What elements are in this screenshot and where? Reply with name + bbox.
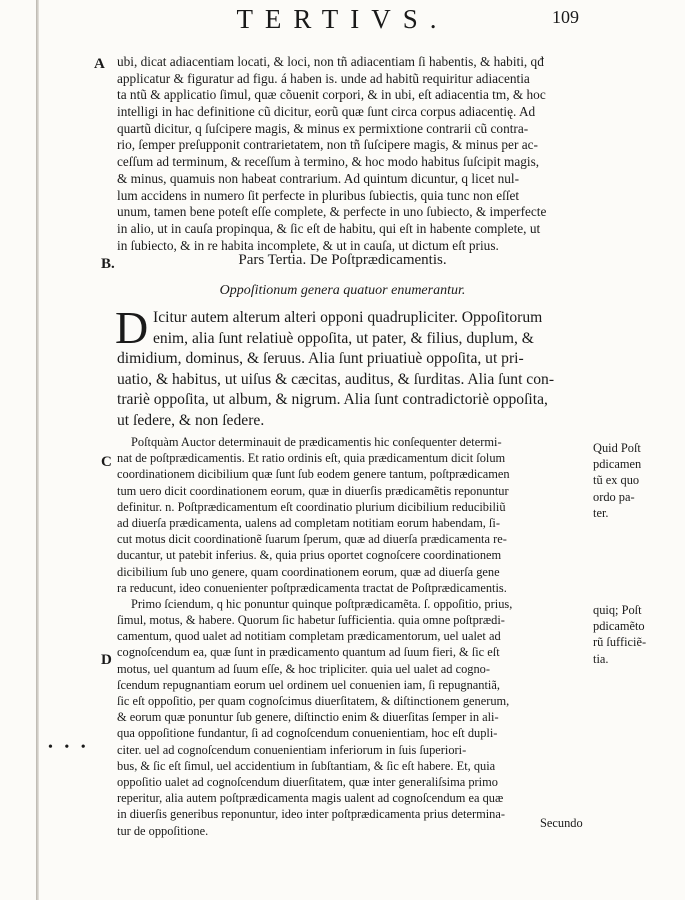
commentary-block-2 xyxy=(117,434,587,839)
text-line: bus, & ſic eſt ſimul, uel accidentium in ſubſtantiam, & ſic eſt habere. Et, quia xyxy=(117,758,496,773)
text-line: enim, alia ſunt relatiuè oppoſita, ut pater, & filius, duplum, & xyxy=(153,329,534,347)
text-line: camentum, quod ualet ad notitiam completam prædicamentorum, uel ualet ad xyxy=(117,629,501,644)
binding-edge xyxy=(36,0,39,900)
margin-line: pdicamen xyxy=(593,457,642,472)
text-line: ducantur, ut patebit inferius. &, quia prius oportet cognoſcere coordinationem xyxy=(117,548,502,563)
text-line: rio, ſemper preſupponit contrarietatem, non tñ ſuſcipere magis, & minus per ac- xyxy=(117,137,538,153)
margin-line: ter. xyxy=(593,505,609,520)
text-line: uatio, & habitus, ut uiſus & cæcitas, auditus, & ſurditas. Alia ſunt con- xyxy=(117,370,555,388)
text-line: citer. uel ad cognoſcendum conuenientiam inferiorum in ſuis ſuperiori- xyxy=(117,742,467,757)
text-line: in alio, ut in cauſa propinqua, & ſic eſt de habitu, qui eſt in habente complete, ut xyxy=(117,220,541,236)
text-line: cut motus dicit coordinationẽ ſuarum ſperum, quæ ad diuerſa prædicamenta re- xyxy=(117,532,507,547)
text-line: ceſſum ad terminum, & receſſum à termino, & hoc modo habitus ſuſcipit magis, xyxy=(117,154,540,170)
text-line: dimidium, dominus, & ſeruus. Alia ſunt priuatiuè oppoſita, ut pri- xyxy=(117,350,524,368)
section-title: Pars Tertia. De Poſtprædicamentis. xyxy=(238,252,447,268)
section-marker-b: B. xyxy=(101,256,115,272)
margin-dots: • • • xyxy=(48,740,90,755)
text-line: in ſubiecto, & in re habita incomplete, & ut in cauſa, ut dictum eſt prius. xyxy=(117,237,499,253)
text-line: dicibilium ſub uno genere, quam coordinationem eorum, quæ ad diuerſa gene xyxy=(117,564,500,579)
aristotle-text xyxy=(115,302,587,432)
section-marker-d: D xyxy=(101,652,112,668)
text-line: ubi, dicat adiacentiam locati, & loci, non tñ adiacentiam ſi habentis, & habiti, qđ xyxy=(117,54,544,69)
margin-note-quid xyxy=(593,440,673,521)
text-line: in diuerſis generibus reponuntur, ideo inter poſtprædicamenta prius determina- xyxy=(117,807,505,822)
text-line: Icitur autem alterum alteri opponi quadrupliciter. Oppoſitorum xyxy=(153,309,543,326)
margin-note-quinque xyxy=(593,602,673,667)
section-marker-c: C xyxy=(101,454,112,470)
text-line: ſimul, motus, & habere. Quorum ſic habetur ſufficientia. quia omne poſtprædi- xyxy=(117,613,505,628)
text-line: intelligi in hac definitione cũ dicitur, eorũ quæ ſunt circa corpus adiacentię. Ad xyxy=(117,104,536,120)
text-line: ta ntũ & applicatio ſimul, quæ cõuenit corpori, & in ubi, eſt adiacentia tm, & hoc xyxy=(117,87,546,103)
text-line: lum accidens in numero ſit perfecte in pluribus ſubiectis, quia tunc non eſſet xyxy=(117,187,520,203)
text-line: Primo ſciendum, q hic ponuntur quinque poſtprædicamẽta. ſ. oppoſitio, prius, xyxy=(131,596,513,611)
text-line: oppoſitio ualet ad cognoſcendum diuerſitatem, quæ inter generaliſsima primo xyxy=(117,774,498,789)
margin-line: rũ ſufficiẽ- xyxy=(593,635,647,650)
text-line: applicatur & figuratur ad figu. á haben is. unde ad habitũ requiritur adiacentia xyxy=(117,70,530,86)
drop-cap-initial: D xyxy=(115,302,149,353)
margin-line: tia. xyxy=(593,651,609,666)
text-line: ſcendum repugnantiam eorum uel ordinem uel conuenien iam, ſi repugnantiã, xyxy=(117,677,500,692)
text-line: nat de poſtprædicamentis. Et ratio ordinis eſt, quia prædicamentum dicit ſolum xyxy=(117,451,506,466)
text-line: definitur. n. Poſtprædicamentum eſt coordinatio plurium dicibilium reducibiliũ xyxy=(117,499,506,514)
text-line: ra reducunt, ideo conuenienter poſtprædicamenta tractat de Poſtprædicamentis. xyxy=(117,580,507,595)
margin-line: ordo pa- xyxy=(593,489,635,504)
text-line: quartũ dicitur, q ſuſcipere magis, & minus ex permixtione contrarii cũ contra- xyxy=(117,120,529,136)
section-subtitle: Oppoſitionum genera quatuor enumerantur. xyxy=(219,283,466,298)
text-line: unum, tamen bene poteſt eſſe complete, & perfecte in uno ſubiecto, & imperfecte xyxy=(117,204,547,220)
text-line: tur de oppoſitione. xyxy=(117,823,209,838)
text-line: & eorum quæ ponuntur ſub genere, diſtinctio enim & diuerſitas ſemper in ali- xyxy=(117,710,499,725)
folio-number: 109 xyxy=(552,7,579,27)
text-line: tum uero dicit coordinationem eorum, quæ in diuerſis prædicamẽtis reponuntur xyxy=(117,483,509,498)
text-line: trariè oppoſita, ut album, & nigrum. Alia ſunt contradictoriè oppoſita, xyxy=(117,391,548,409)
text-line: ut ſedere, & non ſedere. xyxy=(117,411,265,429)
margin-line: quiq; Poſt xyxy=(593,603,642,617)
margin-line: Quid Poſt xyxy=(593,441,641,455)
text-line: qua oppoſitione fundantur, ſi ad cognoſcendum conuenientiam, hoc eſt dupli- xyxy=(117,726,498,741)
text-line: Poſtquàm Auctor determinauit de prædicamentis hic conſequenter determi- xyxy=(131,435,502,449)
text-line: motus, uel quantum ad ſuum eſſe, & hoc tripliciter. quia uel ualet ad cogno- xyxy=(117,661,491,676)
running-head: TERTIVS. xyxy=(236,4,449,34)
text-line: ſic eſt oppoſitio, per quam cognoſcimus diuerſitatem, & diſtinctionem generum, xyxy=(117,694,510,708)
margin-line: pdicamẽto xyxy=(593,619,645,634)
text-line: cognoſcendum ea, quæ ſunt in prædicamento quantum ad ſuum fieri, & ſic eſt xyxy=(117,645,500,660)
margin-line: tũ ex quo xyxy=(593,473,640,488)
text-line: & minus, quamuis non habeat contrarium. Ad quintum dicuntur, q licet nul- xyxy=(117,170,520,186)
text-line: reperitur, alia autem poſtprædicamenta magis ualent ad cognoſcendum ea quæ xyxy=(117,791,504,806)
section-marker-a: A xyxy=(94,56,105,72)
commentary-block-1 xyxy=(117,54,587,254)
text-line: coordinationem dicibilium quæ ſunt ſub eodem genere tantum, poſtprædicamen xyxy=(117,467,510,482)
text-line: ad diuerſa prædicamenta, ualens ad completam notitiam eorum habendam, ſi- xyxy=(117,515,500,530)
catchword: Secundo xyxy=(540,816,583,830)
